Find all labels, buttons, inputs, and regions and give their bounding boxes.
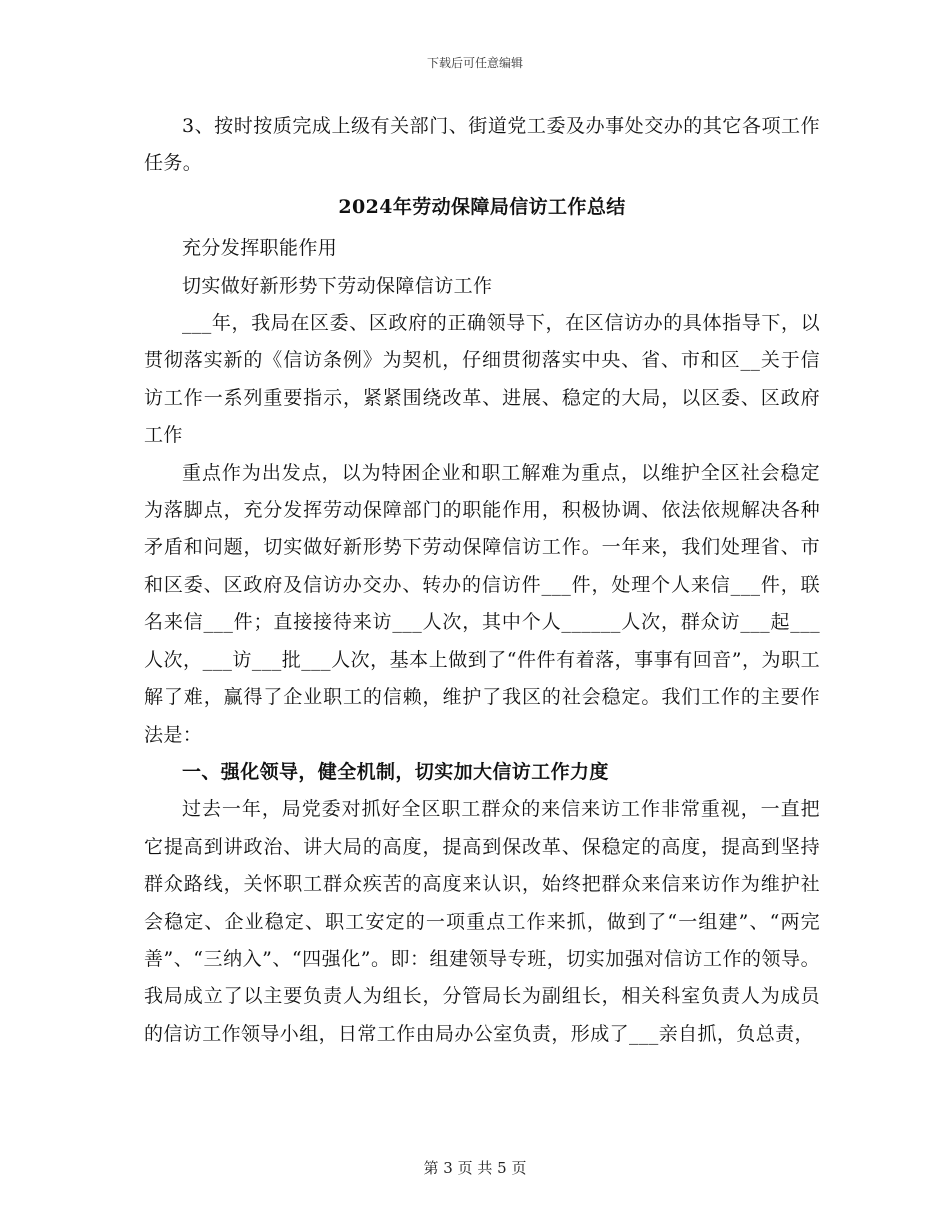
document-title: 2024年劳动保障局信访工作总结 xyxy=(338,195,626,218)
paragraph-3: 过去一年，局党委对抓好全区职工群众的来信来访工作非常重视，一直把它提高到讲政治、讲大局的高度，提高到保改革、保稳定的高度，提高到坚持群众路线，关怀职工群众疾苦的高度来认识，始终把群众来信来访作为维护社会稳定、企业稳定、职工安定的一项重点工作来抓，做到了“一组建”、“两完善”、“三纳入”、“四强化”。即：组建领导专班，切实加强对信访工作的领导。我局成立了以主要负责人为组长，分管局长为副组长，相关科室负责人为成员的信访工作领导小组，日常工作由局办公室负责，形成了___亲自抓，负总责， xyxy=(144,798,820,1045)
subtitle-2: 切实做好新形势下劳动保障信访工作 xyxy=(182,274,493,297)
page-footer: 第 3 页 共 5 页 xyxy=(423,1159,527,1177)
section-heading-1: 一、强化领导，健全机制，切实加大信访工作力度 xyxy=(182,760,609,783)
intro-paragraph: 3、按时按质完成上级有关部门、街道党工委及办事处交办的其它各项工作任务。 xyxy=(144,115,820,175)
subtitle-1: 充分发挥职能作用 xyxy=(182,237,338,260)
paragraph-1: ___年，我局在区委、区政府的正确领导下，在区信访办的具体指导下，以贯彻落实新的《信访条例》为契机，仔细贯彻落实中央、省、市和区__关于信访工作一系列重要指示，紧紧围绕改革、进展、稳定的大局，以区委、区政府工作 xyxy=(144,312,820,447)
page-header: 下载后可任意编辑 xyxy=(426,56,523,70)
document-body xyxy=(144,108,820,1053)
paragraph-2: 重点作为出发点，以为特困企业和职工解难为重点，以维护全区社会稳定为落脚点，充分发挥劳动保障部门的职能作用，积极协调、依法依规解决各种矛盾和问题，切实做好新形势下劳动保障信访工作。一年来，我们处理省、市和区委、区政府及信访办交办、转办的信访件___件，处理个人来信___件，联名来信___件；直接接待来访___人次，其中个人______人次，群众访___起___人次，___访___批___人次，基本上做到了“件件有着落，事事有回音”，为职工解了难，赢得了企业职工的信赖，维护了我区的社会稳定。我们工作的主要作法是： xyxy=(144,461,820,746)
